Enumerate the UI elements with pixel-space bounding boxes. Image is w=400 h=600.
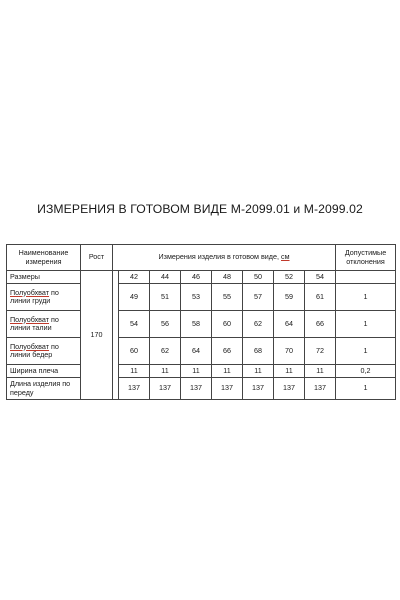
row-label-rest: по	[49, 341, 59, 351]
value-cell: 137	[150, 378, 181, 400]
size-cell: 50	[243, 271, 274, 284]
header-measurement-name-line2: измерения	[25, 256, 62, 266]
value-cell: 68	[243, 338, 274, 365]
header-tolerance	[336, 245, 396, 271]
value-cell: 11	[212, 365, 243, 378]
value-cell: 62	[243, 311, 274, 338]
tolerance-cell: 1	[336, 378, 396, 400]
table-row	[7, 365, 396, 378]
row-label-rest: по	[49, 314, 59, 324]
row-label	[7, 284, 81, 311]
header-height: Рост	[81, 245, 113, 271]
row-label	[7, 378, 81, 400]
value-cell: 11	[274, 365, 305, 378]
row-label-line1: Длина изделия по	[10, 379, 71, 389]
tolerance-cell: 1	[336, 284, 396, 311]
value-cell: 137	[243, 378, 274, 400]
measurements-table	[6, 244, 396, 400]
value-cell: 51	[150, 284, 181, 311]
value-cell: 60	[212, 311, 243, 338]
value-cell: 66	[305, 311, 336, 338]
row-label-underlined: Полуобхват	[10, 341, 50, 351]
height-value-cell	[81, 271, 113, 400]
value-cell: 56	[150, 311, 181, 338]
value-cell: 11	[119, 365, 150, 378]
row-label-line2: переду	[10, 387, 34, 397]
table-row	[7, 378, 396, 400]
value-cell: 137	[274, 378, 305, 400]
table-row	[7, 284, 396, 311]
tolerance-cell: 1	[336, 311, 396, 338]
sizes-label: Размеры	[7, 271, 81, 284]
value-cell: 137	[181, 378, 212, 400]
value-cell: 59	[274, 284, 305, 311]
value-cell: 11	[181, 365, 212, 378]
header-tolerance-line2: отклонения	[346, 256, 385, 266]
value-cell: 60	[119, 338, 150, 365]
size-cell: 46	[181, 271, 212, 284]
row-label	[7, 338, 81, 365]
header-tolerance-line1: Допустимые	[344, 248, 387, 258]
value-cell: 11	[305, 365, 336, 378]
row-label-underlined: Полуобхват	[10, 287, 50, 297]
value-cell: 58	[181, 311, 212, 338]
header-measurement-name-line1: Наименование	[18, 248, 69, 258]
row-label-rest: по	[49, 287, 59, 297]
header-measurement-name	[7, 245, 81, 271]
row-label-line2: линии талии	[10, 323, 52, 332]
value-cell: 137	[119, 378, 150, 400]
size-cell: 42	[119, 271, 150, 284]
table-header-row	[7, 245, 396, 271]
value-cell: 11	[150, 365, 181, 378]
page-title: ИЗМЕРЕНИЯ В ГОТОВОМ ВИДЕ М-2099.01 и М-2099.02	[37, 202, 363, 216]
row-label-underlined: Полуобхват	[10, 314, 50, 324]
table-row-sizes	[7, 271, 396, 284]
size-cell: 54	[305, 271, 336, 284]
value-cell: 137	[305, 378, 336, 400]
value-cell: 53	[181, 284, 212, 311]
value-cell: 61	[305, 284, 336, 311]
row-label-line2: линии груди	[10, 296, 51, 305]
value-cell: 62	[150, 338, 181, 365]
value-cell: 137	[212, 378, 243, 400]
row-label: Ширина плеча	[7, 365, 81, 378]
row-label-line2: линии бедер	[10, 350, 53, 359]
size-cell: 52	[274, 271, 305, 284]
value-cell: 70	[274, 338, 305, 365]
row-label	[7, 311, 81, 338]
value-cell: 72	[305, 338, 336, 365]
value-cell: 54	[119, 311, 150, 338]
value-cell: 64	[181, 338, 212, 365]
value-cell: 66	[212, 338, 243, 365]
tolerance-cell	[336, 271, 396, 284]
table-row	[7, 311, 396, 338]
header-measurements-text: Измерения изделия в готовом виде,	[158, 252, 281, 262]
size-cell: 48	[212, 271, 243, 284]
tolerance-cell: 0,2	[336, 365, 396, 378]
value-cell: 57	[243, 284, 274, 311]
value-cell: 49	[119, 284, 150, 311]
header-measurements-unit: см	[281, 252, 290, 262]
table-row	[7, 338, 396, 365]
header-measurements	[113, 245, 336, 271]
tolerance-cell: 1	[336, 338, 396, 365]
size-cell: 44	[150, 271, 181, 284]
value-cell: 64	[274, 311, 305, 338]
value-cell: 11	[243, 365, 274, 378]
value-cell: 55	[212, 284, 243, 311]
height-value: 170	[90, 329, 103, 339]
